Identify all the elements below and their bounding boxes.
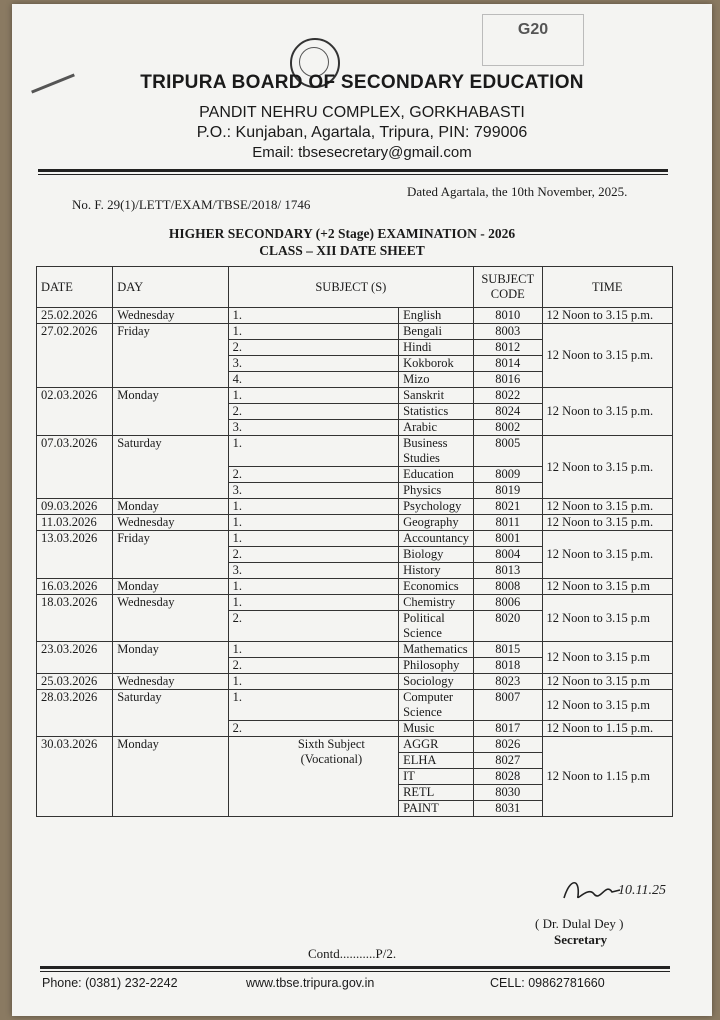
date-cell: 16.03.2026 (37, 579, 113, 595)
subject-number: 1. (228, 531, 398, 547)
table-row (37, 690, 673, 721)
date-cell: 07.03.2026 (37, 436, 113, 499)
subject-code: 8007 (474, 690, 543, 721)
table-header-row (37, 267, 673, 308)
subject-number: 1. (228, 579, 398, 595)
day-cell: Monday (113, 499, 228, 515)
subject-name: Sanskrit (399, 388, 474, 404)
date-cell: 09.03.2026 (37, 499, 113, 515)
subject-code: 8022 (474, 388, 543, 404)
subject-code: 8006 (474, 595, 543, 611)
day-cell: Monday (113, 388, 228, 436)
subject-number: 2. (228, 611, 398, 642)
subject-name: Hindi (399, 340, 474, 356)
time-cell: 12 Noon to 3.15 p.m (542, 642, 672, 674)
date-cell: 23.03.2026 (37, 642, 113, 674)
day-cell: Monday (113, 737, 228, 817)
subject-code: 8024 (474, 404, 543, 420)
table-row (37, 595, 673, 611)
subject-number: 1. (228, 308, 398, 324)
subject-number: 2. (228, 547, 398, 563)
day-cell: Monday (113, 642, 228, 674)
subject-name: Education (399, 467, 474, 483)
subject-code: 8011 (474, 515, 543, 531)
subject-name: Chemistry (399, 595, 474, 611)
col-day-header: DAY (113, 267, 228, 308)
subject-name: Computer Science (399, 690, 474, 721)
footer-cell: CELL: 09862781660 (490, 976, 605, 990)
subject-code: 8010 (474, 308, 543, 324)
day-cell: Wednesday (113, 308, 228, 324)
footer-website[interactable]: www.tbse.tripura.gov.in (246, 976, 375, 990)
col-code-header: SUBJECT CODE (474, 267, 543, 308)
table-body (37, 308, 673, 817)
subject-code: 8003 (474, 324, 543, 340)
subject-number: 1. (228, 499, 398, 515)
date-cell: 30.03.2026 (37, 737, 113, 817)
day-cell: Friday (113, 324, 228, 388)
subject-code: 8019 (474, 483, 543, 499)
exam-title: HIGHER SECONDARY (+2 Stage) EXAMINATION - 2026 (168, 226, 516, 241)
table-row (37, 642, 673, 658)
subject-code: 8013 (474, 563, 543, 579)
date-cell: 28.03.2026 (37, 690, 113, 737)
subject-code: 8014 (474, 356, 543, 372)
subject-name: Psychology (399, 499, 474, 515)
time-cell: 12 Noon to 3.15 p.m (542, 690, 672, 721)
time-cell: 12 Noon to 1.15 p.m (542, 737, 672, 817)
subject-code: 8016 (474, 372, 543, 388)
subject-code: 8008 (474, 579, 543, 595)
time-cell: 12 Noon to 3.15 p.m. (542, 324, 672, 388)
table-row (37, 737, 673, 753)
subject-number: 4. (228, 372, 398, 388)
dated-line: Dated Agartala, the 10th November, 2025. (407, 184, 628, 199)
address-line-2: P.O.: Kunjaban, Agartala, Tripura, PIN: 799006 (196, 124, 528, 141)
time-cell: 12 Noon to 3.15 p.m. (542, 436, 672, 499)
time-cell: 12 Noon to 3.15 p.m. (542, 515, 672, 531)
date-cell: 02.03.2026 (37, 388, 113, 436)
subject-number: 1. (228, 642, 398, 658)
table-row (37, 499, 673, 515)
subject-name: Arabic (399, 420, 474, 436)
table-row (37, 531, 673, 547)
subject-name: Geography (399, 515, 474, 531)
subject-code: 8020 (474, 611, 543, 642)
subject-name: Economics (399, 579, 474, 595)
header-divider (38, 169, 668, 172)
subject-name: Accountancy (399, 531, 474, 547)
subject-code: 8015 (474, 642, 543, 658)
subject-number: 1. (228, 324, 398, 340)
date-cell: 27.02.2026 (37, 324, 113, 388)
subject-number: 1. (228, 436, 398, 467)
day-cell: Saturday (113, 690, 228, 737)
signature-date: 10.11.25 (618, 883, 666, 898)
trade-name: PAINT (399, 801, 474, 817)
subject-code: 8017 (474, 721, 543, 737)
time-cell: 12 Noon to 3.15 p.m (542, 579, 672, 595)
subject-number: 1. (228, 595, 398, 611)
trade-code: 8028 (474, 769, 543, 785)
footer-divider (40, 966, 670, 969)
time-cell: 12 Noon to 3.15 p.m. (542, 308, 672, 324)
date-cell: 11.03.2026 (37, 515, 113, 531)
subject-code: 8002 (474, 420, 543, 436)
trade-name: IT (399, 769, 474, 785)
subject-code: 8023 (474, 674, 543, 690)
header-divider-thin (38, 174, 668, 175)
table-row (37, 674, 673, 690)
subject-name: History (399, 563, 474, 579)
subject-name: Music (399, 721, 474, 737)
table-row (37, 308, 673, 324)
subject-name: English (399, 308, 474, 324)
signature-scribble (560, 876, 690, 906)
vocational-label-cell (228, 737, 398, 817)
col-date-header: DATE (37, 267, 113, 308)
date-cell: 25.03.2026 (37, 674, 113, 690)
time-cell: 12 Noon to 3.15 p.m. (542, 531, 672, 579)
table-row (37, 515, 673, 531)
day-cell: Wednesday (113, 674, 228, 690)
address-line-1: PANDIT NEHRU COMPLEX, GORKHABASTI (199, 104, 525, 121)
subject-number: 3. (228, 420, 398, 436)
email-line: Email: tbsesecretary@gmail.com (252, 144, 472, 161)
subject-name: Political Science (399, 611, 474, 642)
time-cell: 12 Noon to 3.15 p.m (542, 674, 672, 690)
table-row (37, 579, 673, 595)
subject-name: Physics (399, 483, 474, 499)
g20-logo (482, 14, 584, 66)
trade-code: 8030 (474, 785, 543, 801)
footer-divider-thin (40, 971, 670, 972)
subject-number: 3. (228, 563, 398, 579)
subject-number: 3. (228, 356, 398, 372)
date-cell: 25.02.2026 (37, 308, 113, 324)
subject-number: 1. (228, 388, 398, 404)
continued-note: Contd...........P/2. (308, 946, 397, 961)
day-cell: Friday (113, 531, 228, 579)
subject-name: Bengali (399, 324, 474, 340)
subject-name: Statistics (399, 404, 474, 420)
table-row (37, 436, 673, 467)
day-cell: Wednesday (113, 515, 228, 531)
col-time-header: TIME (542, 267, 672, 308)
vocational-label-2: (Vocational) (300, 752, 363, 766)
subject-number: 2. (228, 404, 398, 420)
subject-name: Biology (399, 547, 474, 563)
time-cell: 12 Noon to 1.15 p.m. (542, 721, 672, 737)
trade-name: ELHA (399, 753, 474, 769)
vocational-label-1: Sixth Subject (297, 737, 365, 751)
g20-logo-text: G20 (517, 21, 549, 38)
subject-code: 8018 (474, 658, 543, 674)
trade-name: AGGR (399, 737, 474, 753)
date-cell: 13.03.2026 (37, 531, 113, 579)
subject-code: 8009 (474, 467, 543, 483)
signatory-title: Secretary (554, 932, 608, 947)
day-cell: Monday (113, 579, 228, 595)
subject-name: Sociology (399, 674, 474, 690)
subject-code: 8001 (474, 531, 543, 547)
time-cell: 12 Noon to 3.15 p.m. (542, 388, 672, 436)
sheet-title: CLASS – XII DATE SHEET (259, 243, 425, 258)
time-cell: 12 Noon to 3.15 p.m (542, 595, 672, 642)
subject-code: 8005 (474, 436, 543, 467)
subject-code: 8012 (474, 340, 543, 356)
subject-code: 8021 (474, 499, 543, 515)
table-row (37, 388, 673, 404)
subject-name: Business Studies (399, 436, 474, 467)
table-row (37, 324, 673, 340)
trade-code: 8026 (474, 737, 543, 753)
subject-number: 2. (228, 658, 398, 674)
time-cell: 12 Noon to 3.15 p.m. (542, 499, 672, 515)
reference-number: No. F. 29(1)/LETT/EXAM/TBSE/2018/ 1746 (72, 197, 311, 212)
subject-number: 2. (228, 467, 398, 483)
subject-number: 1. (228, 515, 398, 531)
subject-code: 8004 (474, 547, 543, 563)
subject-number: 1. (228, 690, 398, 721)
subject-number: 3. (228, 483, 398, 499)
footer-phone: Phone: (0381) 232-2242 (42, 976, 178, 990)
subject-name: Mizo (399, 372, 474, 388)
subject-number: 2. (228, 340, 398, 356)
subject-number: 1. (228, 674, 398, 690)
org-name: TRIPURA BOARD OF SECONDARY EDUCATION (140, 72, 584, 93)
signatory-name: ( Dr. Dulal Dey ) (535, 916, 624, 931)
day-cell: Saturday (113, 436, 228, 499)
document-page (12, 4, 712, 1016)
trade-name: RETL (399, 785, 474, 801)
col-subject-header: SUBJECT (S) (228, 267, 473, 308)
trade-code: 8031 (474, 801, 543, 817)
subject-number: 2. (228, 721, 398, 737)
trade-code: 8027 (474, 753, 543, 769)
date-sheet-table (36, 266, 673, 817)
subject-name: Philosophy (399, 658, 474, 674)
date-cell: 18.03.2026 (37, 595, 113, 642)
subject-name: Mathematics (399, 642, 474, 658)
day-cell: Wednesday (113, 595, 228, 642)
subject-name: Kokborok (399, 356, 474, 372)
